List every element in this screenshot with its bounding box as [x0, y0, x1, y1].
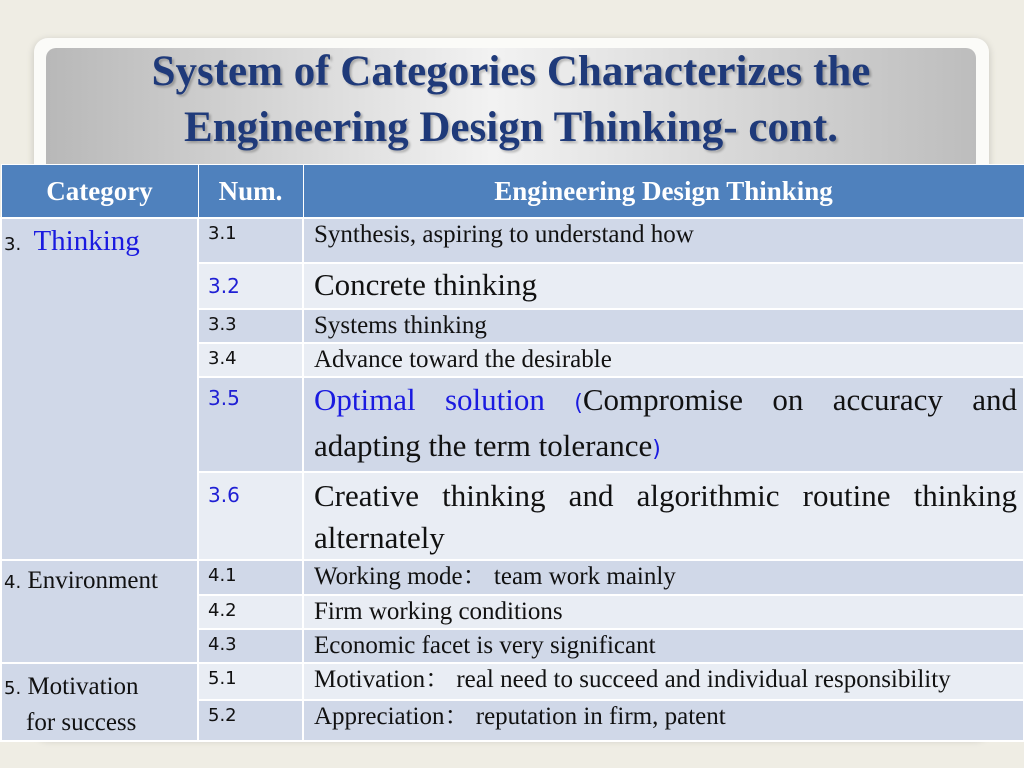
- category-name: Thinking: [33, 225, 140, 257]
- row-num: 3.6: [198, 472, 303, 560]
- row-text: Synthesis, aspiring to understand how: [303, 218, 1024, 263]
- row-num: 5.1: [198, 663, 303, 700]
- title-line-2: Engineering Design Thinking- cont.: [184, 104, 838, 151]
- row-text: [303, 377, 1024, 472]
- row-text: Firm working conditions: [303, 595, 1024, 629]
- header-category: Category: [1, 165, 198, 219]
- category-name-line-2: for success: [26, 709, 137, 736]
- header-num: Num.: [198, 165, 303, 219]
- category-number: 5.: [4, 678, 22, 699]
- row-text: Concrete thinking: [303, 263, 1024, 309]
- table-row: [1, 560, 1024, 595]
- row-num: 3.2: [198, 263, 303, 309]
- row-num: 3.4: [198, 343, 303, 377]
- row-num: 4.2: [198, 595, 303, 629]
- row-text: Economic facet is very significant: [303, 629, 1024, 663]
- paren-open: (: [574, 391, 583, 416]
- category-name: Environment: [27, 567, 158, 594]
- row-text: Appreciation： reputation in firm, patent: [303, 700, 1024, 741]
- row-text: Systems thinking: [303, 309, 1024, 343]
- category-number: 4.: [4, 572, 22, 593]
- paren-close: ): [652, 437, 661, 462]
- row-text: Creative thinking and algorithmic routine thinking alternately: [303, 472, 1024, 560]
- row-num: 3.5: [198, 377, 303, 472]
- slide-title: [46, 44, 976, 156]
- row-text: Working mode： team work mainly: [303, 560, 1024, 595]
- category-name-line-1: Motivation: [27, 673, 139, 700]
- category-number: 3.: [4, 234, 22, 255]
- row-text-detail: Compromise on accuracy and adapting the term tolerance: [314, 382, 1017, 463]
- table-row: [1, 663, 1024, 700]
- row-num: 3.1: [198, 218, 303, 263]
- title-line-1: System of Categories Characterizes the: [151, 48, 871, 95]
- row-text: Advance toward the desirable: [303, 343, 1024, 377]
- category-environment: [1, 560, 198, 663]
- row-num: 4.1: [198, 560, 303, 595]
- row-text: Motivation： real need to succeed and individual responsibility: [303, 663, 1024, 700]
- header-engineering-design-thinking: Engineering Design Thinking: [303, 165, 1024, 219]
- table-row: [1, 218, 1024, 263]
- category-thinking: [1, 218, 198, 560]
- row-num: 3.3: [198, 309, 303, 343]
- row-text-highlight: Optimal solution: [314, 382, 545, 417]
- category-motivation: [1, 663, 198, 741]
- row-num: 4.3: [198, 629, 303, 663]
- table-header-row: [1, 165, 1024, 219]
- row-num: 5.2: [198, 700, 303, 741]
- categories-table: [0, 164, 1024, 742]
